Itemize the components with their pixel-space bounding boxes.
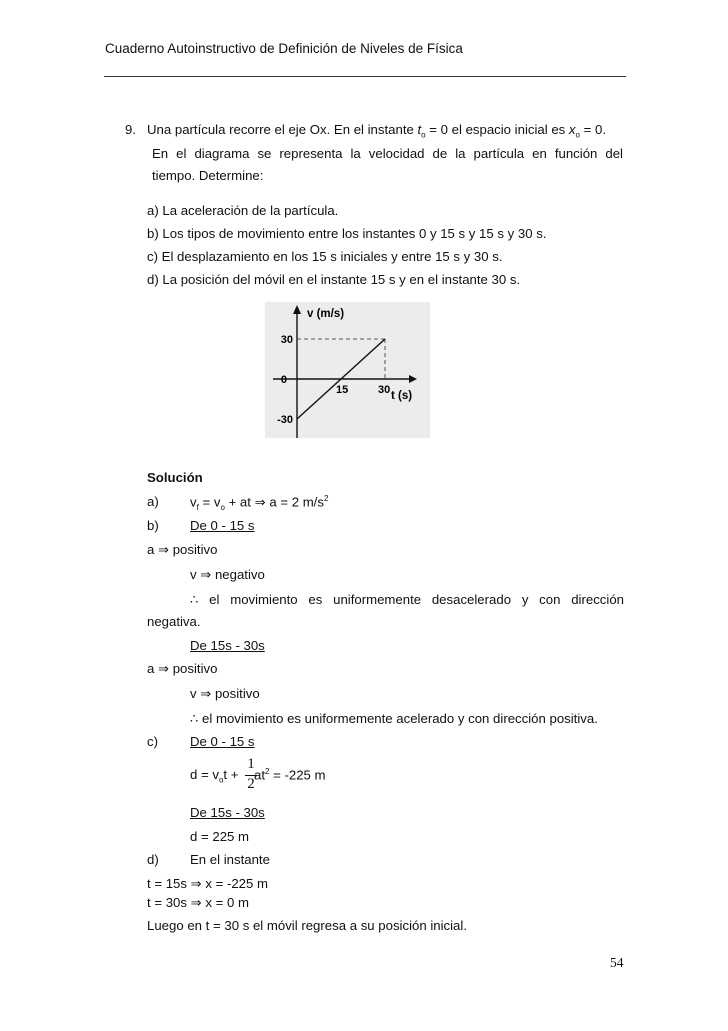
solution-c-equation-2: d = 225 m: [190, 829, 250, 844]
solution-b-label: b): [147, 518, 159, 533]
solution-title: Solución: [147, 470, 203, 485]
question-b: b) Los tipos de movimiento entre los instantes 0 y 15 s y 15 s y 30 s.: [147, 226, 547, 241]
y-tick-label-30: 30: [280, 334, 293, 346]
problem-line-3: tiempo. Determine:: [152, 168, 264, 183]
y-axis-label: v (m/s): [307, 308, 345, 320]
question-c: c) El desplazamiento en los 15 s iniciales y entre 15 s y 30 s.: [147, 249, 503, 264]
x-tick-label-15: 15: [336, 384, 349, 396]
problem-line-1: Una partícula recorre el eje Ox. En el instante $t_o = 0$ el espacio inicial es $x_o = 0$.: [147, 122, 606, 140]
page-number: 54: [610, 955, 624, 970]
solution-c-range-2: De 15s - 30s: [190, 805, 265, 820]
solution-d-conclusion: Luego en t = 30 s el móvil regresa a su posición inicial.: [147, 918, 467, 933]
solution-a-equation: $v_f = v_o$ + at ⇒ a = 2 $m/s^2$: [190, 494, 329, 513]
solution-c-equation-1: $d = v_ot$ +: [190, 767, 239, 785]
solution-b-conclusion-1-cont: negativa.: [147, 614, 201, 629]
solution-d-line-2: t = 30s ⇒ x = 0 m: [147, 895, 249, 910]
solution-d-label: d): [147, 852, 159, 867]
solution-b-conclusion-2: ∴ el movimiento es uniformemente acelerado y con dirección positiva.: [190, 711, 598, 726]
solution-b-conclusion-1: ∴ el movimiento es uniformemente desacelerado y con dirección: [190, 592, 624, 607]
solution-b-vel-2: v ⇒ positivo: [190, 686, 260, 701]
solution-d-text: En el instante: [190, 852, 270, 867]
solution-c-equation-1-rest: $at^2 = -225$ m: [254, 767, 326, 783]
solution-c-label: c): [147, 734, 158, 749]
velocity-time-chart: [265, 302, 430, 438]
solution-b-vel-1: v ⇒ negativo: [190, 567, 265, 582]
solution-b-range-1: De 0 - 15 s: [190, 518, 255, 533]
problem-line-2: En el diagrama se representa la velocidad de la partícula en función del: [152, 146, 623, 161]
x-tick-label-30: 30: [378, 384, 391, 396]
x-axis-label: t (s): [391, 390, 413, 402]
solution-c-range-1: De 0 - 15 s: [190, 734, 255, 749]
y-tick-label-0: 0: [280, 374, 287, 386]
solution-a-label: a): [147, 494, 159, 509]
problem-number: 9.: [125, 122, 136, 137]
document-header: Cuaderno Autoinstructivo de Definición de Niveles de Física: [105, 41, 463, 56]
solution-b-accel-1: a ⇒ positivo: [147, 542, 218, 557]
solution-b-accel-2: a ⇒ positivo: [147, 661, 218, 676]
solution-d-line-1: t = 15s ⇒ x = -225 m: [147, 876, 268, 891]
question-d: d) La posición del móvil en el instante 15 s y en el instante 30 s.: [147, 272, 521, 287]
header-divider: [104, 76, 626, 77]
fraction-denominator: 2: [247, 776, 255, 792]
fraction-numerator: 1: [247, 756, 255, 772]
y-tick-label-neg30: -30: [277, 414, 293, 426]
solution-b-range-2: De 15s - 30s: [190, 638, 265, 653]
question-a: a) La aceleración de la partícula.: [147, 203, 339, 218]
